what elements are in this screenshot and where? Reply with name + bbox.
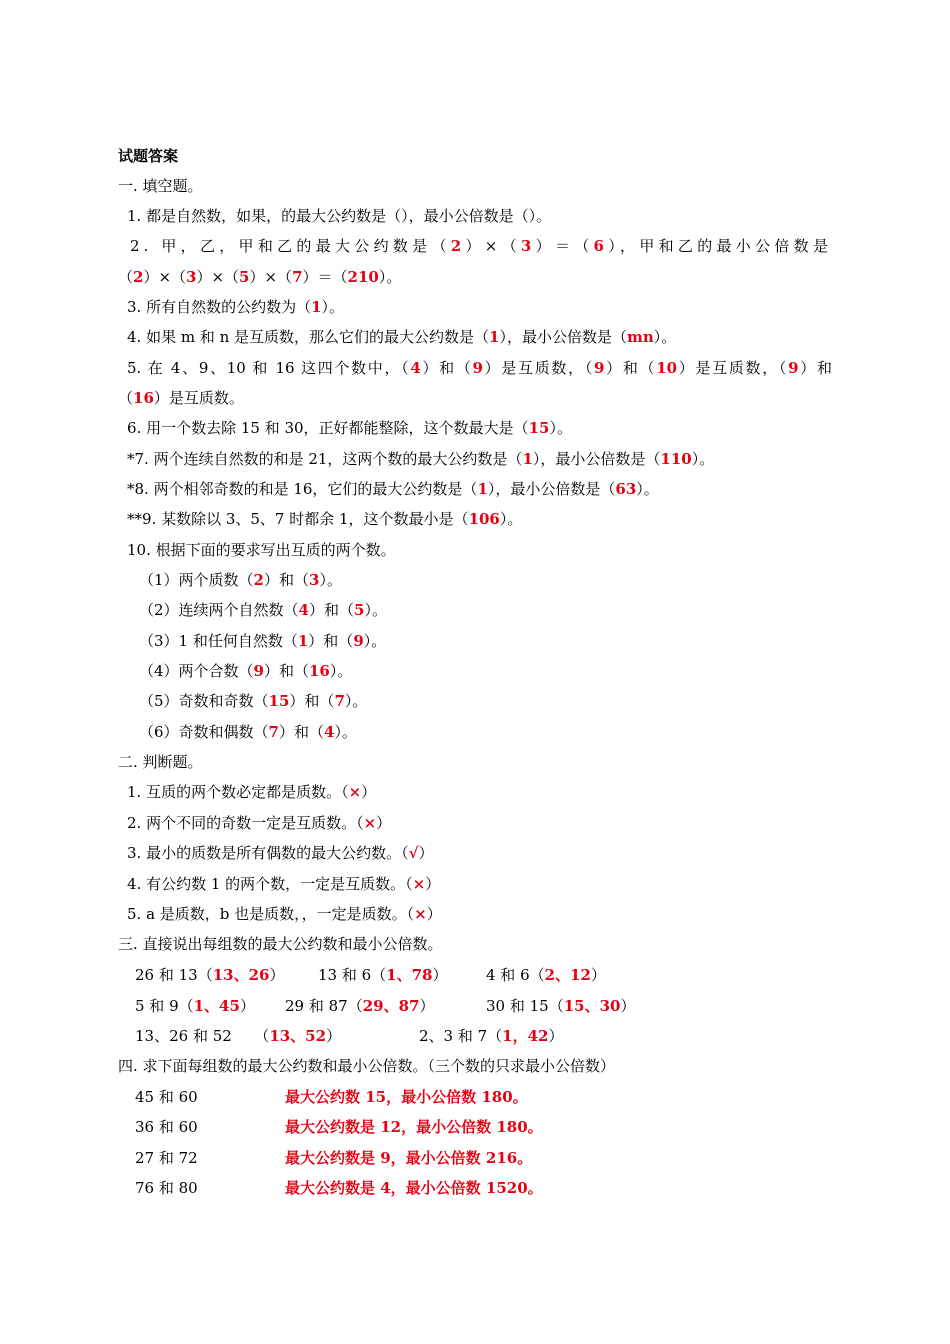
s4-answer: 最大公约数是 12，最小公倍数 180。 [285,1118,543,1136]
s1-question-3: 3. 所有自然数的公约数为（1）。 [127,298,345,316]
section-4-heading: 四. 求下面每组数的最大公约数和最小公倍数。（三个数的只求最小公倍数） [118,1057,616,1075]
s4-answer: 最大公约数 15，最小公倍数 180。 [285,1088,528,1106]
s1-q10-item: （3）1 和任何自然数（1）和（9）。 [139,632,387,650]
s1-q10-item: （5）奇数和奇数（15）和（7）。 [139,692,368,710]
s4-answer: 最大公约数是 4，最小公倍数 1520。 [285,1179,543,1197]
s1-question-5-line-1: 5. 在 4、9、10 和 16 这四个数中，（4）和（9）是互质数，（9）和（10）是互质数，（9）和 [127,359,832,377]
s3-pair: 5 和 9（1、45） [135,997,255,1015]
s2-item: 2. 两个不同的奇数一定是互质数。（×） [127,814,392,832]
s3-pair: 26 和 13（13、26） [135,966,285,984]
s3-pair: 4 和 6（2、12） [486,966,606,984]
section-1-heading: 一. 填空题。 [118,177,203,195]
s1-question-1: 1. 都是自然数，如果，的最大公约数是（），最小公倍数是（）。 [127,207,552,225]
section-2-heading: 二. 判断题。 [118,753,203,771]
s1-question-6: 6. 用一个数去除 15 和 30，正好都能整除，这个数最大是（15）。 [127,419,572,437]
s1-question-10: 10. 根据下面的要求写出互质的两个数。 [127,541,396,559]
s3-pair: 13、26 和 52 （13、52） [135,1027,342,1045]
s1-q10-item: （4）两个合数（9）和（16）。 [139,662,353,680]
s1-question-5-line-2: （16）是互质数。 [118,389,244,407]
s4-answer: 最大公约数是 9，最小公倍数 216。 [285,1149,533,1167]
section-3-heading: 三. 直接说出每组数的最大公约数和最小公倍数。 [118,935,443,953]
s1-question-2-line-2: （2）×（3）×（5）×（7）＝（210）。 [118,268,402,286]
s1-question-8: *8. 两个相邻奇数的和是 16，它们的最大公约数是（1），最小公倍数是（63）。 [127,480,659,498]
s4-question: 45 和 60 [135,1088,198,1106]
s1-question-4: 4. 如果 m 和 n 是互质数，那么它们的最大公约数是（1），最小公倍数是（mn）。 [127,328,677,346]
s2-item: 1. 互质的两个数必定都是质数。（×） [127,783,377,801]
s3-pair: 30 和 15（15、30） [486,997,636,1015]
s2-item: 4. 有公约数 1 的两个数，一定是互质数。（×） [127,875,441,893]
s3-pair: 29 和 87（29、87） [285,997,435,1015]
s4-question: 36 和 60 [135,1118,198,1136]
s4-question: 27 和 72 [135,1149,198,1167]
s2-item: 3. 最小的质数是所有偶数的最大公约数。（√） [127,844,434,862]
s1-question-2-line-1: 2. 甲，乙，甲和乙的最大公约数是（2）×（3）＝（6），甲和乙的最小公倍数是 [130,237,832,255]
s1-q10-item: （2）连续两个自然数（4）和（5）。 [139,601,387,619]
s1-q10-item: （1）两个质数（2）和（3）。 [139,571,342,589]
s1-question-9: **9. 某数除以 3、5、7 时都余 1，这个数最小是（106）。 [127,510,523,528]
s1-question-7: *7. 两个连续自然数的和是 21，这两个数的最大公约数是（1），最小公倍数是（110）。 [127,450,715,468]
s3-pair: 2、3 和 7（1，42） [419,1027,564,1045]
document-title: 试题答案 [118,147,179,165]
s2-item: 5. a 是质数，b 也是质数，，一定是质数。（×） [127,905,442,923]
s4-question: 76 和 80 [135,1179,198,1197]
s3-pair: 13 和 6（1、78） [318,966,448,984]
s1-q10-item: （6）奇数和偶数（7）和（4）。 [139,723,357,741]
